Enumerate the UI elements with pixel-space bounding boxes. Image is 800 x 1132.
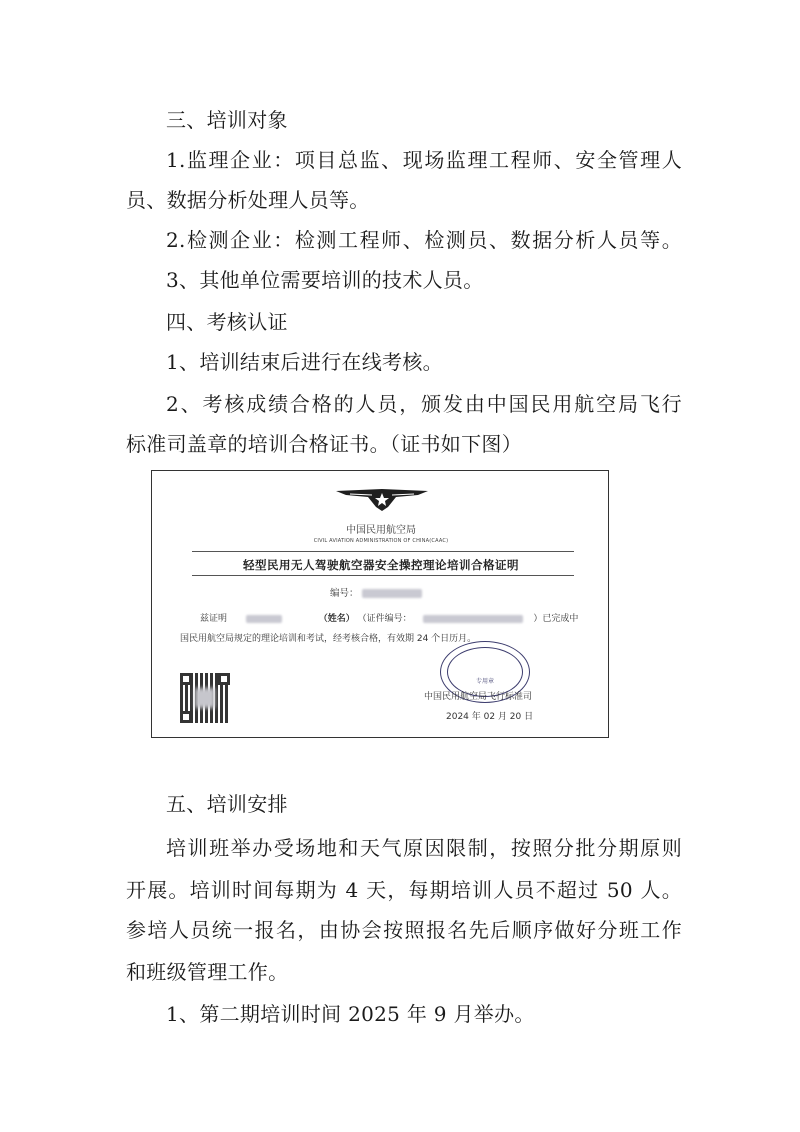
qr-code	[180, 673, 230, 723]
section-3-item-1-line-2: 员、数据分析处理人员等。	[126, 188, 370, 212]
section-4-item-2-line-1: 2、考核成绩合格的人员，颁发由中国民用航空局飞行	[166, 392, 682, 416]
certificate-name-label: （姓名）	[318, 614, 355, 624]
section-4-item-2-line-2: 标准司盖章的培训合格证书。（证书如下图）	[126, 432, 522, 456]
certificate-org-en: CIVIL AVIATION ADMINISTRATION OF CHINA(CAAC)	[313, 538, 449, 544]
certificate-body-prefix: 兹证明	[200, 614, 228, 624]
official-seal-text: 专用章	[475, 678, 494, 685]
certificate-number-label: 编号：	[330, 588, 359, 599]
section-5-para-line-4: 和班级管理工作。	[126, 960, 289, 984]
section-3-item-2: 2.检测企业：检测工程师、检测员、数据分析人员等。	[166, 228, 682, 252]
section-5-para-line-3: 参培人员统一报名，由协会按照报名先后顺序做好分班工作	[126, 918, 682, 942]
section-3-heading: 三、培训对象	[166, 108, 288, 132]
section-4-item-1: 1、培训结束后进行在线考核。	[166, 350, 443, 374]
qr-finder	[180, 673, 192, 685]
section-3-item-3: 3、其他单位需要培训的技术人员。	[166, 268, 484, 292]
certificate-number	[330, 585, 422, 599]
qr-redaction	[195, 688, 215, 708]
section-5-para-line-2: 开展。培训时间每期为 4 天，每期培训人员不超过 50 人。	[126, 878, 682, 902]
qr-finder	[218, 673, 230, 685]
redacted-number	[362, 589, 422, 598]
qr-finder	[180, 711, 192, 723]
caac-wings-logo-icon	[332, 481, 432, 517]
certificate-body-line-1	[200, 611, 578, 624]
section-5-heading: 五、培训安排	[166, 792, 288, 816]
section-3-item-1-line-1: 1.监理企业：项目总监、现场监理工程师、安全管理人	[166, 148, 682, 172]
redacted-name	[246, 615, 282, 623]
section-5-item-1: 1、第二期培训时间 2025 年 9 月举办。	[166, 1002, 535, 1026]
section-4-heading: 四、考核认证	[166, 310, 288, 334]
redacted-id	[423, 615, 523, 623]
certificate-issuer: 中国民用航空局飞行标准司	[424, 692, 533, 702]
certificate-date: 2024 年 02 月 20 日	[446, 712, 534, 722]
certificate-id-label: （证件编号：	[357, 614, 412, 624]
certificate-body-suffix: ）已完成中	[533, 614, 579, 624]
certificate-org-cn: 中国民用航空局	[346, 525, 416, 536]
certificate-body-line-2: 国民用航空局规定的理论培训和考试，经考核合格，有效期 24 个日历月。	[180, 634, 477, 644]
certificate-title-rule-bottom	[192, 575, 574, 576]
certificate-title-rule-top	[192, 551, 574, 552]
certificate-image	[151, 470, 609, 738]
section-5-para-line-1: 培训班举办受场地和天气原因限制，按照分批分期原则	[166, 836, 682, 860]
certificate-title: 轻型民用无人驾驶航空器安全操控理论培训合格证明	[243, 558, 519, 572]
